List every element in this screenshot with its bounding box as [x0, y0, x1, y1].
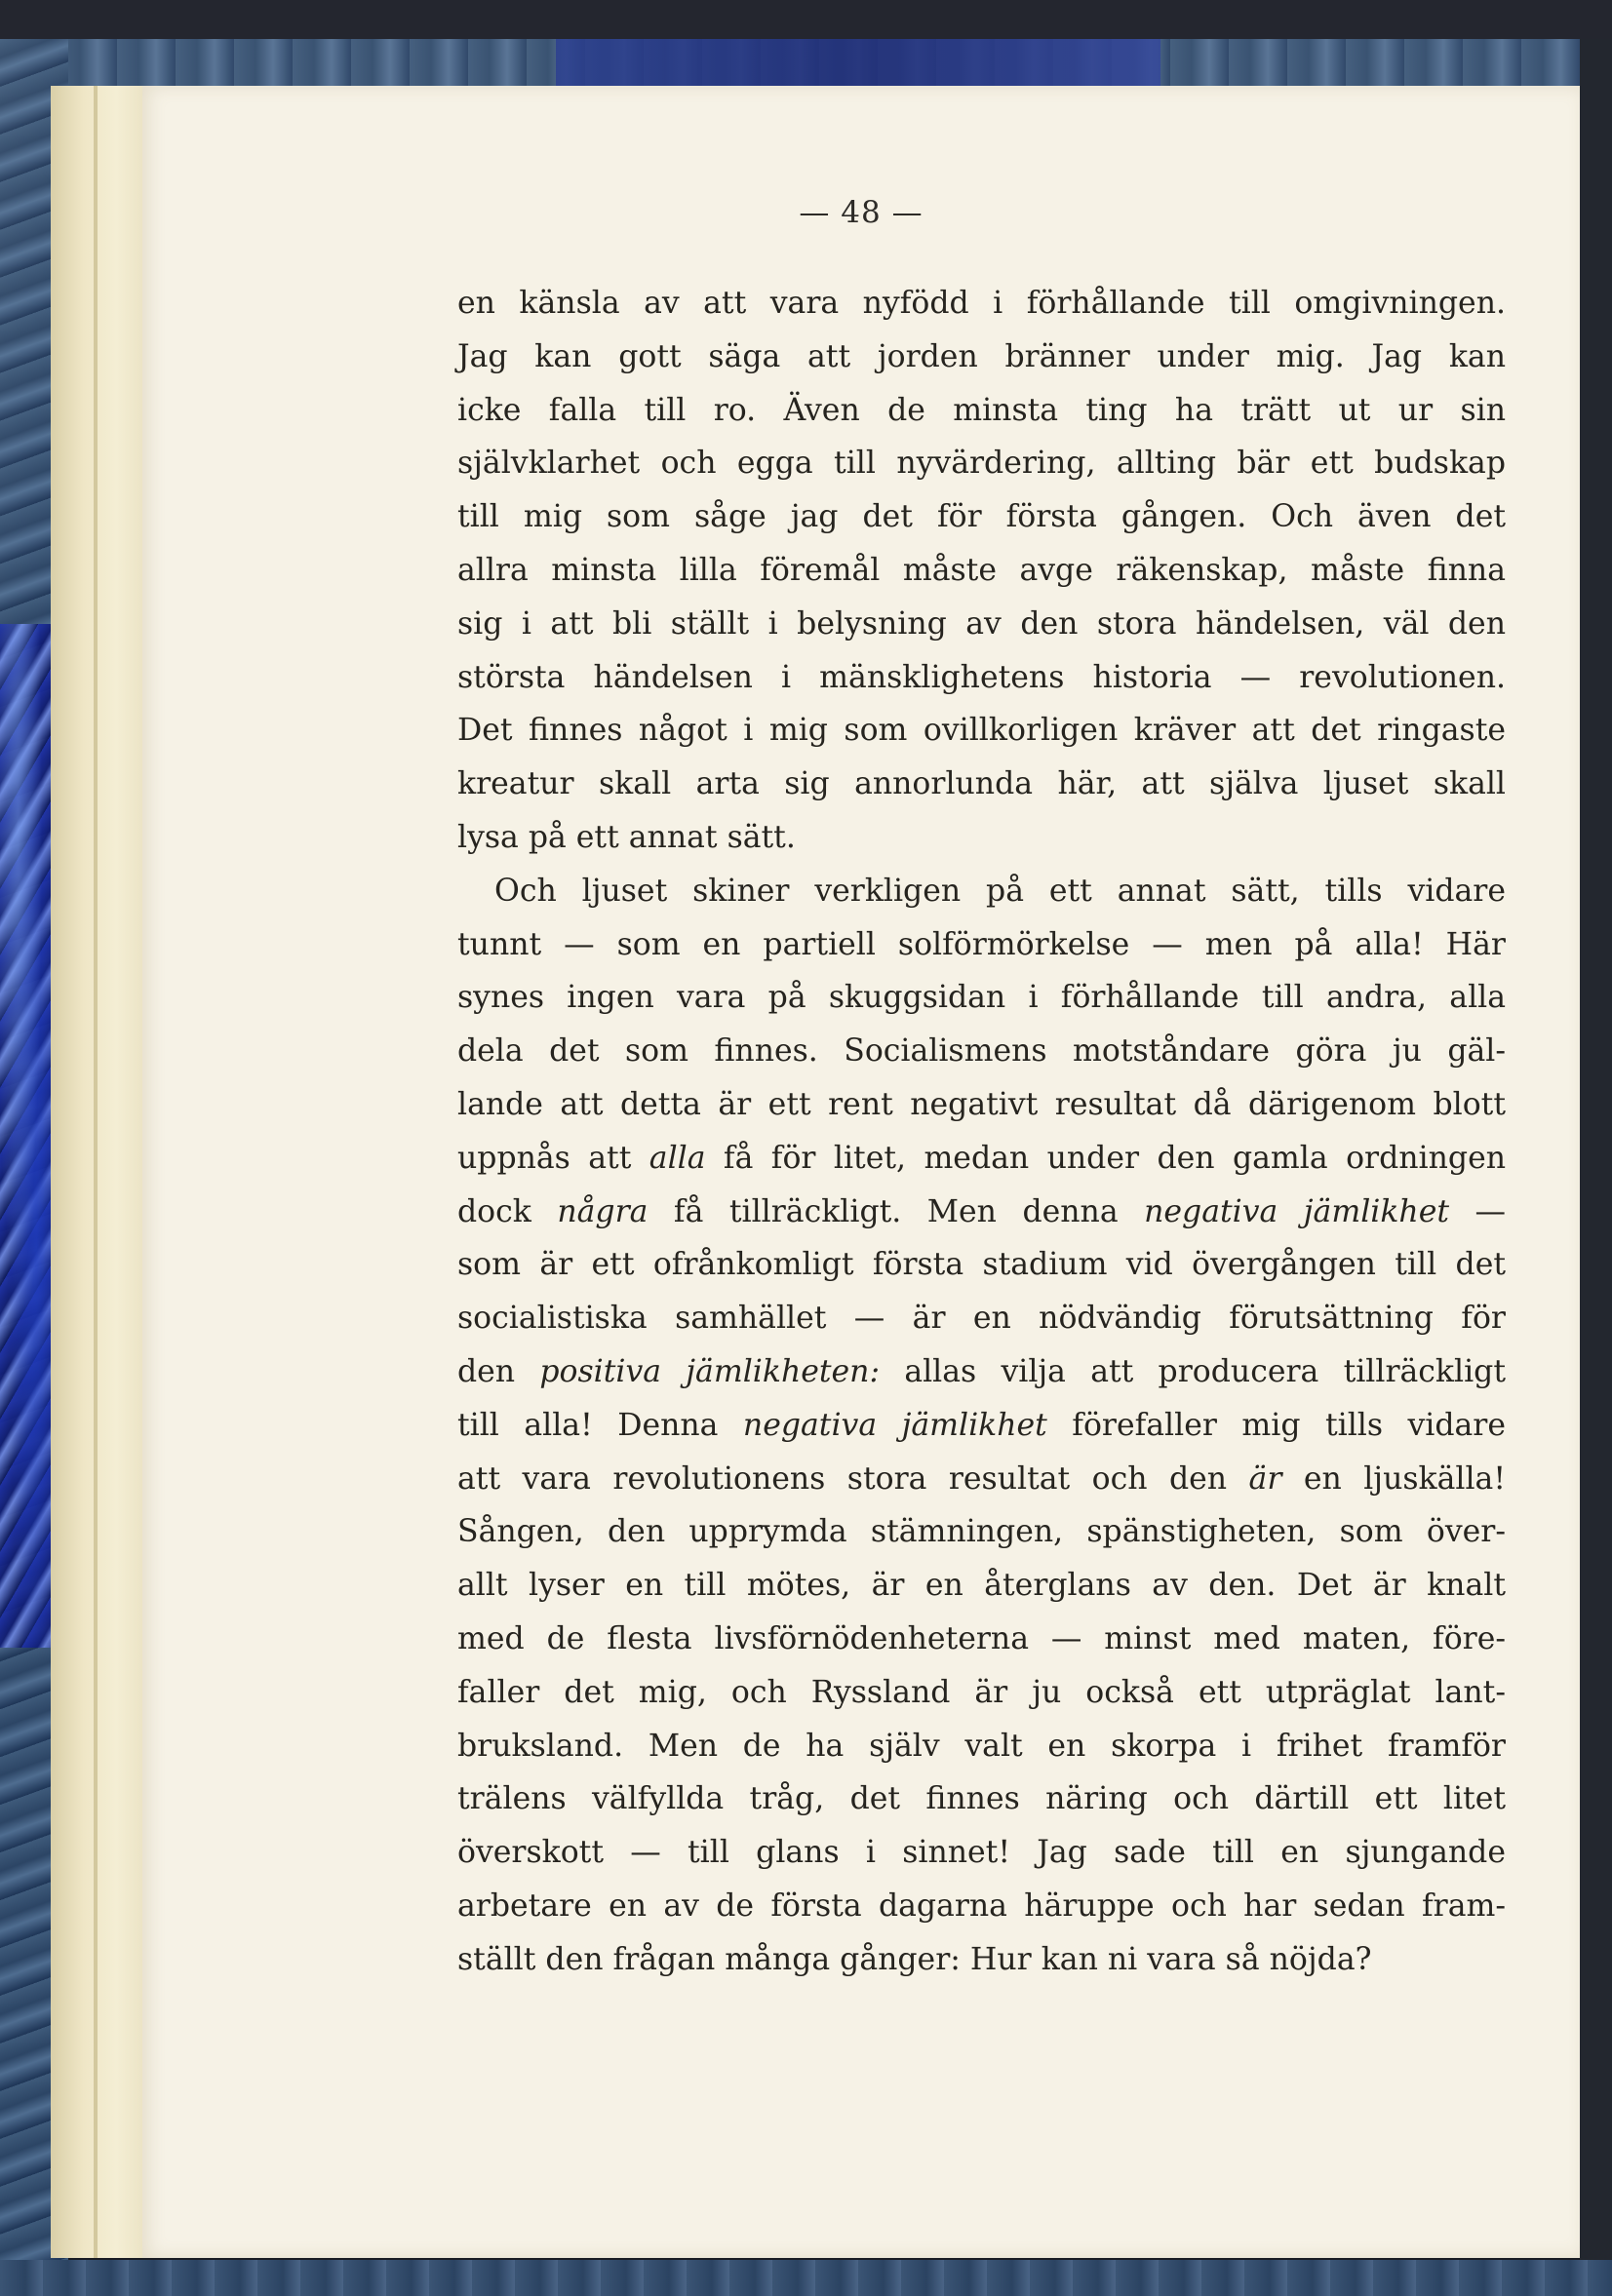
italic-text: positiva jämlikheten:: [539, 1353, 881, 1389]
paragraph-1: [457, 277, 1506, 865]
text-run: till alla! Denna: [457, 1407, 743, 1443]
text-line: Det finnes något i mig som ovillkorligen kräver att det ringaste: [457, 713, 1506, 749]
italic-text: alla: [649, 1140, 706, 1176]
book-cover-bottom-edge: [0, 2260, 1612, 2296]
text-run: få för litet, medan under den gamla ordningen: [705, 1140, 1506, 1176]
text-run: uppnås att: [457, 1140, 649, 1176]
text-run: förefaller mig tills vidare: [1046, 1407, 1506, 1443]
text-line: dela det som finnes. Socialismens motståndare göra ju gäl-: [457, 1033, 1506, 1070]
text-run: få tillräckligt. Men denna: [648, 1193, 1145, 1229]
text-line: med de flesta livsförnödenheterna — minst med maten, före-: [457, 1620, 1506, 1656]
text-line: [457, 1186, 1506, 1239]
text-line: kreatur skall arta sig annorlunda här, att själva ljuset skall: [457, 766, 1506, 802]
text-line: socialistiska samhället — är en nödvändig förutsättning för: [457, 1301, 1506, 1337]
italic-text: negativa jämlikhet: [1144, 1193, 1450, 1229]
body-text: [457, 277, 1506, 1987]
text-line: [457, 1399, 1506, 1453]
text-line: självklarhet och egga till nyvärdering, allting bär ett budskap: [457, 446, 1506, 482]
text-line: synes ingen vara på skuggsidan i förhållande till andra, alla: [457, 980, 1506, 1016]
text-line: sig i att bli ställt i belysning av den stora händelsen, väl den: [457, 605, 1506, 642]
italic-text: några: [557, 1193, 649, 1229]
text-line: Sången, den upprymda stämningen, spänstigheten, som över-: [457, 1514, 1506, 1550]
text-line: till mig som såge jag det för första gången. Och även det: [457, 499, 1506, 535]
text-run: dock: [457, 1193, 558, 1229]
text-line: Och ljuset skiner verkligen på ett annat sätt, tills vidare: [494, 873, 1506, 909]
text-line: största händelsen i mänsklighetens historia — revolutionen.: [457, 659, 1506, 695]
text-line: bruksland. Men de ha själv valt en skorpa i frihet framför: [457, 1728, 1506, 1764]
book-cover-top-marble: [556, 39, 1160, 90]
text-line: lysa på ett annat sätt.: [457, 819, 796, 855]
text-line: som är ett ofrånkomligt första stadium vid övergången till det: [457, 1247, 1506, 1283]
text-line: trälens välfyllda tråg, det finnes näring och därtill ett litet: [457, 1781, 1506, 1817]
text-line: en känsla av att vara nyfödd i förhållande till omgivningen.: [457, 286, 1506, 321]
text-line: ställt den frågan många gånger: Hur kan ni vara så nöjda?: [457, 1941, 1372, 1977]
book-page: [142, 86, 1580, 2258]
text-line: [457, 1132, 1506, 1186]
text-run: —: [1449, 1193, 1507, 1229]
text-line: icke falla till ro. Även de minsta ting ha trätt ut ur sin: [457, 392, 1506, 428]
book-cover-right-edge: [1580, 39, 1612, 2281]
text-line: allt lyser en till mötes, är en återglans av den. Det är knalt: [457, 1568, 1506, 1604]
paragraph-2: [457, 865, 1506, 1987]
text-line: [457, 1345, 1506, 1399]
text-line: lande att detta är ett rent negativt resultat då därigenom blott: [457, 1086, 1506, 1122]
text-run: att vara revolutionens stora resultat och den: [457, 1460, 1249, 1497]
text-line: arbetare en av de första dagarna häruppe och har sedan fram-: [457, 1887, 1506, 1924]
text-line: allra minsta lilla föremål måste avge räkenskap, måste finna: [457, 552, 1506, 588]
text-line: tunnt — som en partiell solförmörkelse — men på alla! Här: [457, 926, 1506, 962]
text-run: en ljuskälla!: [1281, 1460, 1506, 1497]
text-line: överskott — till glans i sinnet! Jag sade till en sjungande: [457, 1835, 1506, 1871]
text-line: faller det mig, och Ryssland är ju också ett utpräglat lant-: [457, 1674, 1506, 1710]
text-line: Jag kan gott säga att jorden bränner under mig. Jag kan: [457, 338, 1506, 374]
italic-text: är: [1248, 1460, 1282, 1497]
page-gutter: [51, 86, 144, 2258]
text-run: allas vilja att producera tillräckligt: [880, 1353, 1506, 1389]
text-line: [457, 1453, 1506, 1506]
text-run: den: [457, 1353, 540, 1389]
italic-text: negativa jämlikhet: [742, 1407, 1047, 1443]
page-number: — 48 —: [799, 195, 924, 230]
spine-fold-line: [94, 86, 98, 2258]
